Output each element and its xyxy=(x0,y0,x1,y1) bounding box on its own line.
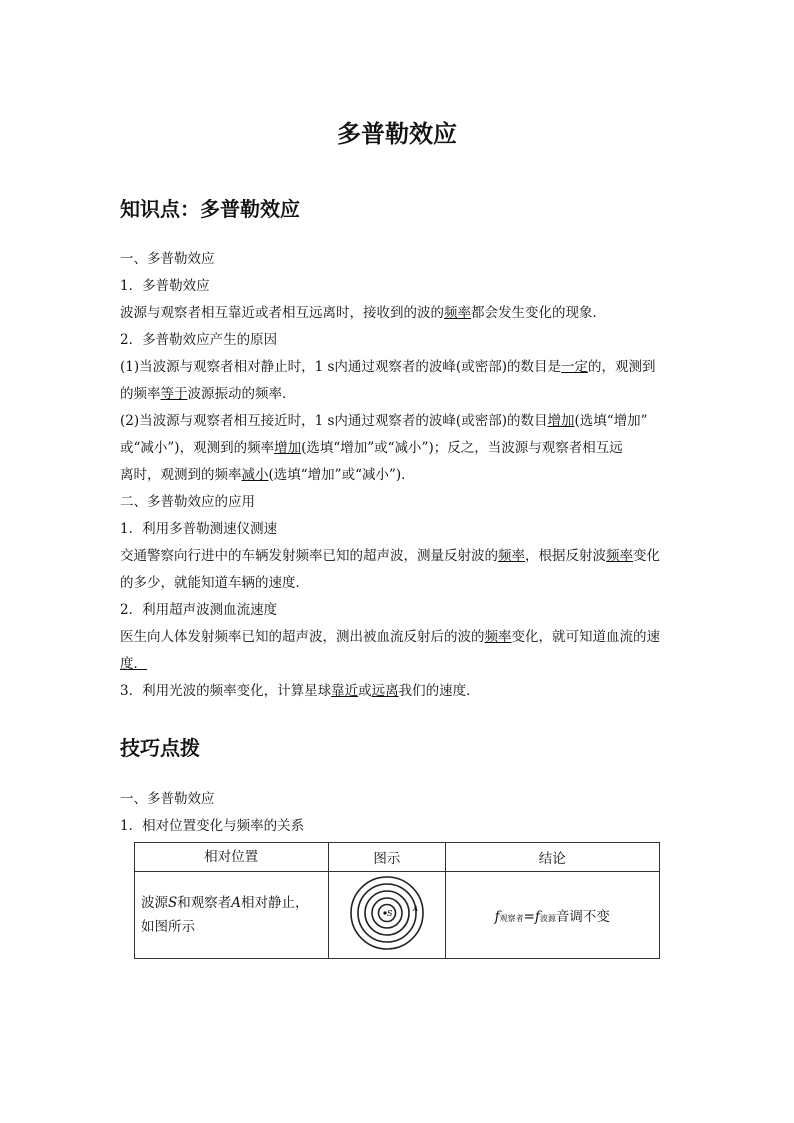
text-span: 变化，就可知道血流的速 xyxy=(511,629,660,645)
a2-label: 2．利用超声波测血流速度 xyxy=(120,602,278,618)
text-span: (选填“增加” xyxy=(574,413,648,429)
underlined-answer: 频率 xyxy=(498,548,525,564)
text-span: 或 xyxy=(358,683,372,699)
table-row xyxy=(135,872,660,959)
underlined-answer: 频率 xyxy=(606,548,633,564)
part1-label: 一、多普勒效应 xyxy=(120,251,215,267)
a1-line1 xyxy=(120,547,680,565)
text-span: ，根据反射波 xyxy=(525,548,606,564)
table-header-row xyxy=(135,843,660,872)
p1-text xyxy=(120,304,680,322)
text-span: 波源 xyxy=(141,895,168,911)
relation-table xyxy=(134,842,660,959)
text-span: 或“减小”)，观测到的频率 xyxy=(120,440,275,456)
text-span: 和观察者 xyxy=(177,895,232,911)
p2-line2 xyxy=(120,385,680,403)
header-figure: 图示 xyxy=(329,843,445,872)
cell-position xyxy=(135,872,329,959)
underlined-answer: 增加 xyxy=(274,440,302,456)
equals-sign: = xyxy=(523,909,535,925)
text-span: 波源振动的频率． xyxy=(187,386,296,402)
p2-line4 xyxy=(120,439,680,457)
text-span: 离时，观测到的频率 xyxy=(120,467,242,483)
p2-line1 xyxy=(120,358,680,376)
symbol-a: A xyxy=(231,895,241,911)
symbol-f: f xyxy=(534,909,540,925)
text-span: (2)当波源与观察者相互接近时，1 s内通过观察者的波峰(或密部)的数目 xyxy=(120,413,548,429)
text-span: 医生向人体发射频率已知的超声波，测出被血流反射后的波的 xyxy=(120,629,485,645)
text-span: 的，观测到 xyxy=(587,359,656,375)
page-title: 多普勒效应 xyxy=(337,120,457,148)
part2-label: 二、多普勒效应的应用 xyxy=(120,494,255,510)
p1-label: 1．多普勒效应 xyxy=(120,278,210,294)
underlined-answer: 度． xyxy=(120,656,147,672)
text-span: 相对静止， xyxy=(241,895,309,911)
underlined-answer: 远离 xyxy=(371,683,399,699)
figure-label-s: S xyxy=(386,909,393,918)
conclusion-text: 音调不变 xyxy=(555,909,610,925)
text-span: 波源与观察者相互靠近或者相互远离时，接收到的波的 xyxy=(120,305,444,321)
underlined-answer: 频率 xyxy=(484,629,512,645)
cell-figure xyxy=(329,872,445,959)
tips-part1-label: 一、多普勒效应 xyxy=(120,791,215,807)
underlined-answer: 一定 xyxy=(560,359,588,375)
symbol-f: f xyxy=(494,909,500,925)
a1-label: 1．利用多普勒测速仪测速 xyxy=(120,521,278,537)
underlined-answer: 靠近 xyxy=(331,683,359,699)
p2-line5 xyxy=(120,466,680,484)
symbol-s: S xyxy=(168,895,178,911)
section-heading-knowledge: 知识点：多普勒效应 xyxy=(120,197,300,221)
cell-conclusion xyxy=(445,872,659,959)
text-span: 如图所示 xyxy=(141,919,195,935)
section-heading-tips: 技巧点拨 xyxy=(120,736,200,760)
table-caption: 1．相对位置变化与频率的关系 xyxy=(120,818,305,834)
header-conclusion: 结论 xyxy=(445,843,659,872)
underlined-answer: 增加 xyxy=(547,413,575,429)
text-span: 3．利用光波的频率变化，计算星球 xyxy=(120,683,332,699)
a1-line2: 的多少，就能知道车辆的速度． xyxy=(120,575,309,591)
text-span: (选填“增加”或“减小”)． xyxy=(268,467,415,483)
text-span: 的频率 xyxy=(120,386,161,402)
a2-line2 xyxy=(120,655,680,673)
p2-line3 xyxy=(120,412,680,430)
text-span: 变化 xyxy=(633,548,660,564)
a3-line xyxy=(120,682,680,700)
header-position: 相对位置 xyxy=(135,843,329,872)
underlined-answer: 频率 xyxy=(444,305,471,321)
text-span: 我们的速度． xyxy=(398,683,480,699)
underlined-answer: 减小 xyxy=(241,467,269,483)
underlined-answer: 等于 xyxy=(160,386,188,402)
text-span: (1)当波源与观察者相对静止时，1 s内通过观察者的波峰(或密部)的数目是 xyxy=(120,359,561,375)
p2-label: 2．多普勒效应产生的原因 xyxy=(120,332,278,348)
text-span: 交通警察向行进中的车辆发射频率已知的超声波，测量反射波的 xyxy=(120,548,498,564)
subscript-source: 波源 xyxy=(539,914,556,923)
figure-label-a: A xyxy=(412,905,418,913)
text-span: 都会发生变化的现象． xyxy=(471,305,606,321)
text-span: (选填“增加”或“减小”)；反之，当波源与观察者相互远 xyxy=(301,440,623,456)
concentric-waves-figure xyxy=(347,873,427,953)
subscript-observer: 观察者 xyxy=(499,914,524,923)
a2-line1 xyxy=(120,628,680,646)
